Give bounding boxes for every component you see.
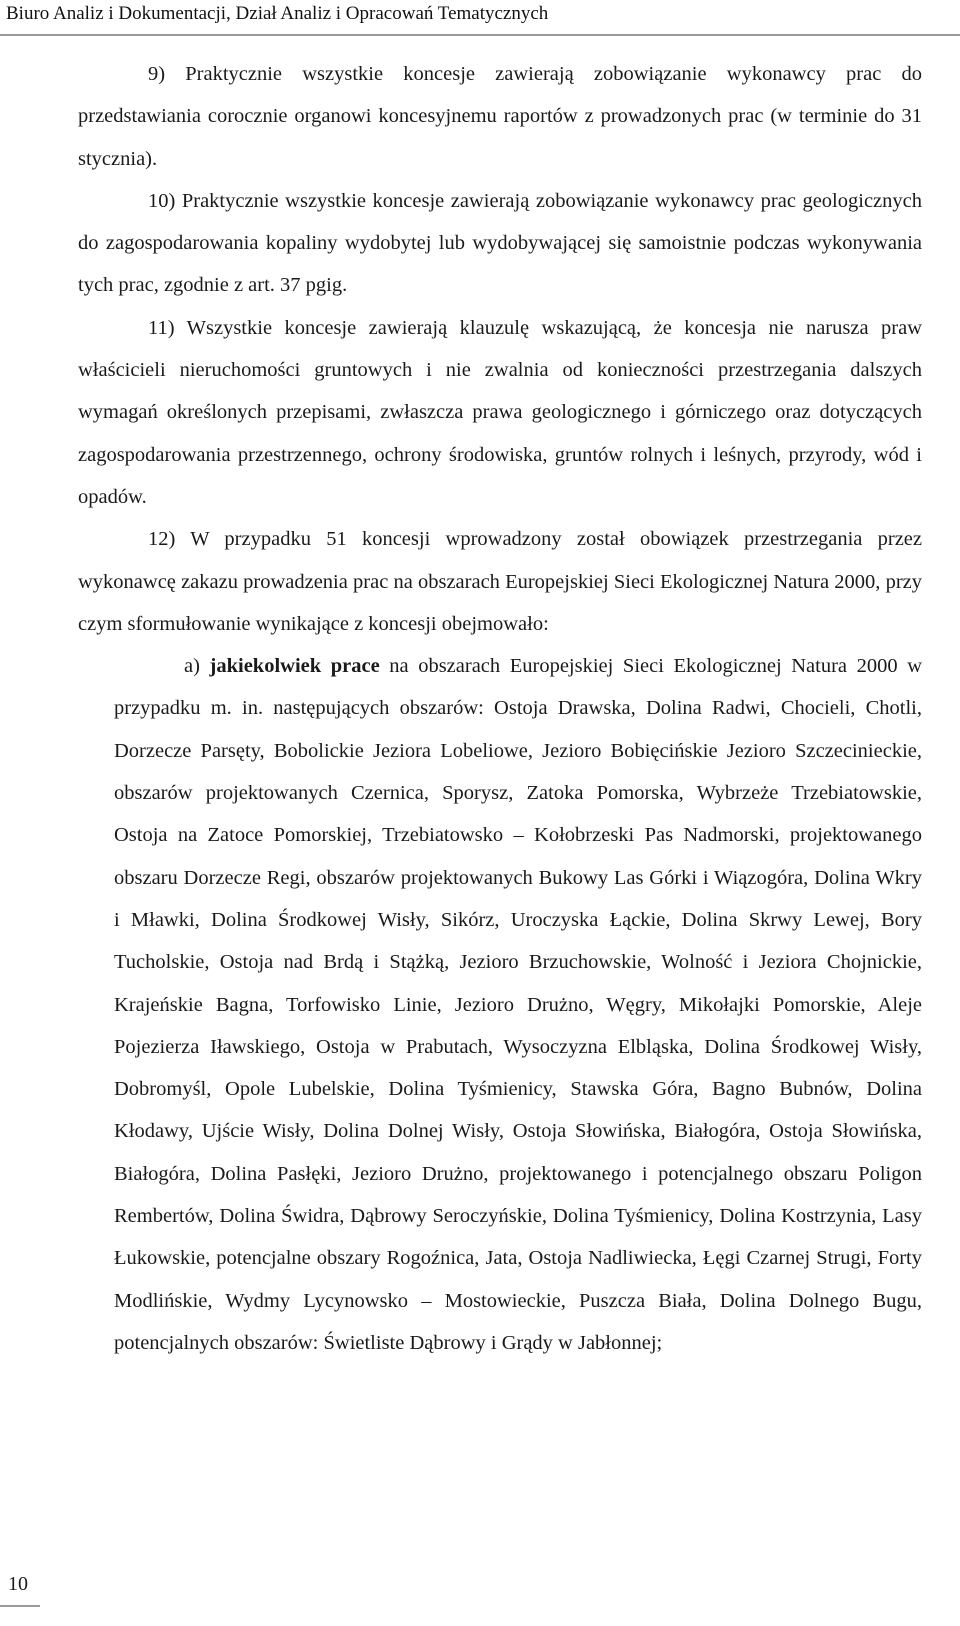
header-divider bbox=[0, 34, 960, 36]
paragraph-11: 11) Wszystkie koncesje zawierają klauzulę wskazującą, że koncesja nie narusza praw właścicieli nieruchomości gruntowych i nie zwalnia od konieczności przestrzegania dalszych wymagań określonych przepisami, zwłaszcza prawa geologicznego i górniczego oraz dotyczących zagospodarowania przestrzennego, ochrony środowiska, gruntów rolnych i leśnych, przyrody, wód i opadów. bbox=[78, 316, 922, 508]
document-header: Biuro Analiz i Dokumentacji, Dział Analiz i Opracowań Tematycznych bbox=[6, 3, 549, 24]
document-body bbox=[78, 53, 922, 1364]
paragraph-9: 9) Praktycznie wszystkie koncesje zawierają zobowiązanie wykonawcy prac do przedstawiania corocznie organowi koncesyjnemu raportów z prowadzonych prac (w terminie do 31 stycznia). bbox=[78, 63, 922, 170]
paragraph-12: 12) W przypadku 51 koncesji wprowadzony został obowiązek przestrzegania przez wykonawcę zakazu prowadzenia prac na obszarach Europejskiej Sieci Ekologicznej Natura 2000, przy czym sformułowanie wynikające z koncesji obejmowało: bbox=[78, 528, 922, 635]
sub-item-a bbox=[114, 645, 922, 1364]
sub-item-a-text: na obszarach Europejskiej Sieci Ekologicznej Natura 2000 w przypadku m. in. następujących obszarów: Ostoja Drawska, Dolina Radwi, Chocieli, Chotli, Dorzecze Parsęty, Bobolickie Jeziora Lobeliowe, Jezioro Bobięcińskie Jezioro Szczecinieckie, obszarów projektowanych Czernica, Sporysz, Zatoka Pomorska, Wybrzeże Trzebiatowskie, Ostoja na Zatoce Pomorskiej, Trzebiatowsko – Kołobrzeski Pas Nadmorski, projektowanego obszaru Dorzecze Regi, obszarów projektowanych Bukowy Las Górki i Wiązogóra, Dolina Wkry i Mławki, Dolina Środkowej Wisły, Sikórz, Uroczyska Łąckie, Dolina Skrwy Lewej, Bory Tucholskie, Ostoja nad Brdą i Stążką, Jezioro Brzuchowskie, Wolność i Jeziora Chojnickie, Krajeńskie Bagna, Torfowisko Linie, Jezioro Drużno, Węgry, Mikołajki Pomorskie, Aleje Pojezierza Iławskiego, Ostoja w Prabutach, Wysoczyzna Elbląska, Dolina Środkowej Wisły, Dobromyśl, Opole Lubelskie, Dolina Tyśmienicy, Stawska Góra, Bagno Bubnów, Dolina Kłodawy, Ujście Wisły, Dolina Dolnej Wisły, Ostoja Słowińska, Białogóra, Ostoja Słowińska, Białogóra, Dolina Pasłęki, Jezioro Drużno, projektowanego i potencjalnego obszaru Poligon Rembertów, Dolina Świdra, Dąbrowy Seroczyńskie, Dolina Tyśmienicy, Dolina Kostrzynia, Lasy Łukowskie, potencjalne obszary Rogoźnica, Jata, Ostoja Nadliwiecka, Łęgi Czarnej Strugi, Forty Modlińskie, Wydmy Lycynowsko – Mostowieckie, Puszcza Biała, Dolina Dolnego Bugu, potencjalnych obszarów: Świetliste Dąbrowy i Grądy w Jabłonnej; bbox=[114, 655, 922, 1354]
sub-item-a-bold: jakiekolwiek prace bbox=[209, 655, 380, 678]
page-number: 10 bbox=[8, 1573, 28, 1595]
sub-item-a-marker: a) bbox=[184, 655, 200, 678]
footer-divider bbox=[0, 1605, 40, 1607]
paragraph-10: 10) Praktycznie wszystkie koncesje zawierają zobowiązanie wykonawcy prac geologicznych do zagospodarowania kopaliny wydobytej lub wydobywającej się samoistnie podczas wykonywania tych prac, zgodnie z art. 37 pgig. bbox=[78, 189, 922, 297]
